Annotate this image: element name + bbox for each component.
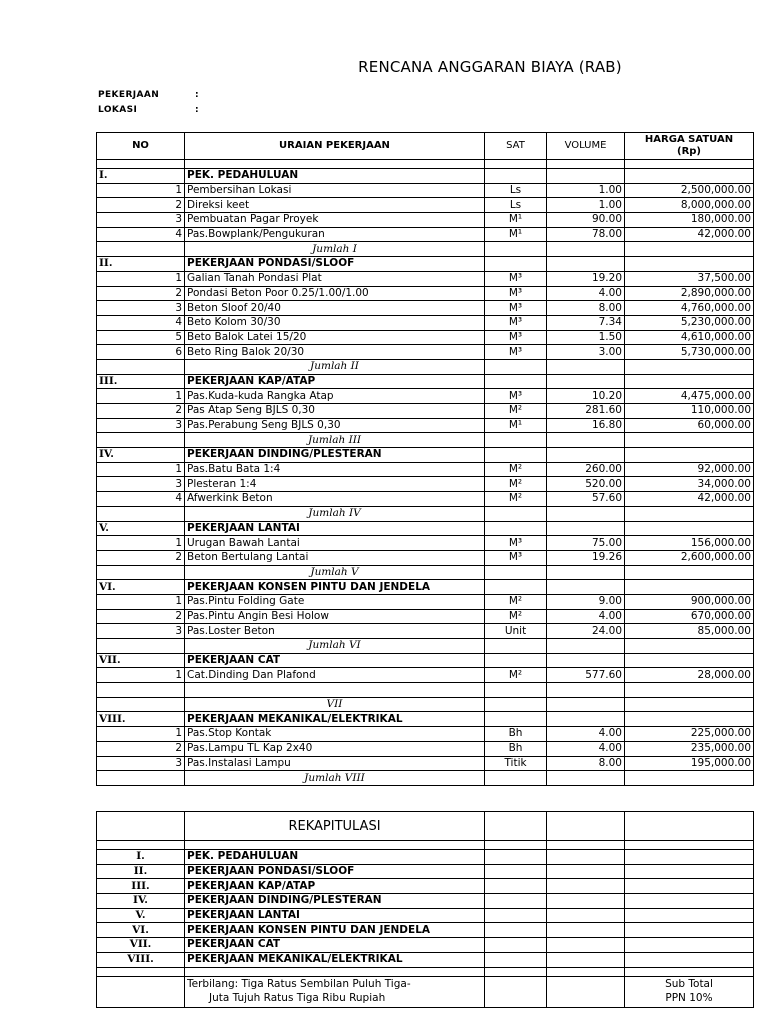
item-unit: M² xyxy=(485,594,547,609)
rekap-item: PEKERJAAN KONSEN PINTU DAN JENDELA xyxy=(185,923,485,938)
item-volume: 16.80 xyxy=(547,418,625,433)
table-row xyxy=(97,227,754,242)
item-volume: 4.00 xyxy=(547,727,625,742)
item-volume: 24.00 xyxy=(547,624,625,639)
item-unit: M¹ xyxy=(485,213,547,228)
section-number: VI. xyxy=(97,580,185,595)
item-unit: M³ xyxy=(485,271,547,286)
item-unit: Ls xyxy=(485,183,547,198)
table-row xyxy=(97,389,754,404)
rekap-item: PEKERJAAN PONDASI/SLOOF xyxy=(185,864,485,879)
section-number: VIII. xyxy=(97,712,185,727)
table-row xyxy=(97,727,754,742)
item-number: 4 xyxy=(97,492,185,507)
rekap-number: I. xyxy=(97,850,185,865)
item-description: Beto Balok Latei 15/20 xyxy=(185,330,485,345)
subtotal-row xyxy=(97,639,754,654)
header-row xyxy=(97,133,754,160)
section-title: PEKERJAAN KONSEN PINTU DAN JENDELA xyxy=(185,580,485,595)
rekap-row xyxy=(97,864,754,879)
table-row xyxy=(97,183,754,198)
table-row xyxy=(97,609,754,624)
rekap-item: PEKERJAAN MEKANIKAL/ELEKTRIKAL xyxy=(185,952,485,967)
item-description: Pas.Instalasi Lampu xyxy=(185,756,485,771)
pekerjaan-line xyxy=(98,90,199,100)
blank-row xyxy=(97,683,754,698)
rekap-item: PEK. PEDAHULUAN xyxy=(185,850,485,865)
table-row xyxy=(97,668,754,683)
item-description: Afwerkink Beton xyxy=(185,492,485,507)
rekap-item: PEKERJAAN DINDING/PLESTERAN xyxy=(185,894,485,909)
item-number: 2 xyxy=(97,198,185,213)
item-volume: 78.00 xyxy=(547,227,625,242)
item-unit: Bh xyxy=(485,727,547,742)
table-row xyxy=(97,345,754,360)
item-number: 3 xyxy=(97,477,185,492)
item-volume: 8.00 xyxy=(547,756,625,771)
section-title: PEK. PEDAHULUAN xyxy=(185,169,485,184)
item-volume: 57.60 xyxy=(547,492,625,507)
rekap-title: REKAPITULASI xyxy=(185,812,485,841)
item-number: 4 xyxy=(97,315,185,330)
rekap-row xyxy=(97,938,754,953)
item-number: 5 xyxy=(97,330,185,345)
table-row xyxy=(97,477,754,492)
rekap-row xyxy=(97,850,754,865)
rekap-number: VIII. xyxy=(97,952,185,967)
item-volume: 9.00 xyxy=(547,594,625,609)
section-row xyxy=(97,653,754,668)
item-unit: M³ xyxy=(485,301,547,316)
subtotal-label: Jumlah III xyxy=(185,433,485,448)
item-volume: 90.00 xyxy=(547,213,625,228)
item-unit-price: 900,000.00 xyxy=(625,594,754,609)
subtotal-row xyxy=(97,697,754,712)
item-number: 2 xyxy=(97,550,185,565)
item-volume: 4.00 xyxy=(547,741,625,756)
header-no: NO xyxy=(97,133,185,160)
item-description: Pembersihan Lokasi xyxy=(185,183,485,198)
item-description: Pas.Kuda-kuda Rangka Atap xyxy=(185,389,485,404)
item-unit: Ls xyxy=(485,198,547,213)
terbilang-line2: Juta Tujuh Ratus Tiga Ribu Rupiah xyxy=(209,991,386,1004)
item-unit-price: 42,000.00 xyxy=(625,227,754,242)
item-unit-price: 60,000.00 xyxy=(625,418,754,433)
section-title: PEKERJAAN KAP/ATAP xyxy=(185,374,485,389)
item-volume: 4.00 xyxy=(547,609,625,624)
item-unit: Unit xyxy=(485,624,547,639)
table-row xyxy=(97,418,754,433)
section-number: I. xyxy=(97,169,185,184)
item-description: Pas.Stop Kontak xyxy=(185,727,485,742)
item-unit: Titik xyxy=(485,756,547,771)
item-number: 1 xyxy=(97,536,185,551)
item-volume: 8.00 xyxy=(547,301,625,316)
section-title: PEKERJAAN MEKANIKAL/ELEKTRIKAL xyxy=(185,712,485,727)
item-volume: 577.60 xyxy=(547,668,625,683)
subtotal-label: Jumlah VIII xyxy=(185,771,485,786)
section-number: VII. xyxy=(97,653,185,668)
subtotal-label: Jumlah V xyxy=(185,565,485,580)
item-volume: 1.00 xyxy=(547,183,625,198)
section-number: II. xyxy=(97,257,185,272)
item-unit-price: 34,000.00 xyxy=(625,477,754,492)
item-unit: M³ xyxy=(485,286,547,301)
item-volume: 260.00 xyxy=(547,462,625,477)
item-unit: M² xyxy=(485,668,547,683)
item-description: Pembuatan Pagar Proyek xyxy=(185,213,485,228)
section-row xyxy=(97,169,754,184)
rekap-number: VI. xyxy=(97,923,185,938)
item-volume: 10.20 xyxy=(547,389,625,404)
section-row xyxy=(97,448,754,463)
lokasi-colon: : xyxy=(195,105,199,115)
table-row xyxy=(97,536,754,551)
table-row xyxy=(97,315,754,330)
pekerjaan-label: PEKERJAAN xyxy=(98,90,160,100)
item-unit: M¹ xyxy=(485,418,547,433)
spacer-row xyxy=(97,160,754,169)
subtotal-label: Jumlah VI xyxy=(185,639,485,654)
rekap-row xyxy=(97,908,754,923)
header-harga-line1: HARGA SATUAN xyxy=(644,134,734,145)
subtotal-label: Jumlah I xyxy=(185,242,485,257)
table-row xyxy=(97,198,754,213)
document-title: RENCANA ANGGARAN BIAYA (RAB) xyxy=(358,58,622,76)
subtotal-row xyxy=(97,242,754,257)
item-unit-price: 156,000.00 xyxy=(625,536,754,551)
table-row xyxy=(97,286,754,301)
item-description: Beto Kolom 30/30 xyxy=(185,315,485,330)
item-volume: 75.00 xyxy=(547,536,625,551)
table-row xyxy=(97,271,754,286)
section-row xyxy=(97,257,754,272)
item-volume: 4.00 xyxy=(547,286,625,301)
table-row xyxy=(97,330,754,345)
item-unit-price: 5,730,000.00 xyxy=(625,345,754,360)
item-number: 3 xyxy=(97,756,185,771)
section-row xyxy=(97,374,754,389)
item-number: 2 xyxy=(97,404,185,419)
item-volume: 281.60 xyxy=(547,404,625,419)
table-row xyxy=(97,756,754,771)
item-volume: 1.00 xyxy=(547,198,625,213)
item-unit: M³ xyxy=(485,330,547,345)
item-unit-price: 670,000.00 xyxy=(625,609,754,624)
subtotal-label: Jumlah IV xyxy=(185,506,485,521)
item-volume: 3.00 xyxy=(547,345,625,360)
item-unit-price: 2,500,000.00 xyxy=(625,183,754,198)
item-volume: 19.26 xyxy=(547,550,625,565)
table-row xyxy=(97,213,754,228)
lokasi-label: LOKASI xyxy=(98,105,138,115)
item-description: Galian Tanah Pondasi Plat xyxy=(185,271,485,286)
section-title: PEKERJAAN PONDASI/SLOOF xyxy=(185,257,485,272)
subtotal-row xyxy=(97,433,754,448)
rekap-item: PEKERJAAN KAP/ATAP xyxy=(185,879,485,894)
rekap-title-row xyxy=(97,812,754,841)
item-unit: M³ xyxy=(485,536,547,551)
section-row xyxy=(97,580,754,595)
terbilang-row xyxy=(97,976,754,1007)
rekap-row xyxy=(97,923,754,938)
item-unit-price: 4,760,000.00 xyxy=(625,301,754,316)
item-description: Pondasi Beton Poor 0.25/1.00/1.00 xyxy=(185,286,485,301)
item-number: 3 xyxy=(97,213,185,228)
item-number: 2 xyxy=(97,741,185,756)
table-row xyxy=(97,301,754,316)
ppn-label: PPN 10% xyxy=(665,991,713,1004)
rekap-item: PEKERJAAN CAT xyxy=(185,938,485,953)
item-description: Pas.Loster Beton xyxy=(185,624,485,639)
item-volume: 7.34 xyxy=(547,315,625,330)
spacer-row xyxy=(97,841,754,850)
item-number: 1 xyxy=(97,271,185,286)
item-description: Cat.Dinding Dan Plafond xyxy=(185,668,485,683)
rekap-row xyxy=(97,952,754,967)
section-title: PEKERJAAN CAT xyxy=(185,653,485,668)
section-title: PEKERJAAN DINDING/PLESTERAN xyxy=(185,448,485,463)
item-number: 1 xyxy=(97,668,185,683)
item-unit-price: 180,000.00 xyxy=(625,213,754,228)
rekap-number: III. xyxy=(97,879,185,894)
item-unit: M² xyxy=(485,404,547,419)
section-number: V. xyxy=(97,521,185,536)
item-number: 3 xyxy=(97,624,185,639)
item-number: 1 xyxy=(97,462,185,477)
item-description: Pas.Batu Bata 1:4 xyxy=(185,462,485,477)
section-row xyxy=(97,521,754,536)
item-unit: M³ xyxy=(485,345,547,360)
item-volume: 19.20 xyxy=(547,271,625,286)
section-number: IV. xyxy=(97,448,185,463)
item-description: Pas.Bowplank/Pengukuran xyxy=(185,227,485,242)
item-unit-price: 4,475,000.00 xyxy=(625,389,754,404)
item-description: Pas.Lampu TL Kap 2x40 xyxy=(185,741,485,756)
subtotal-row xyxy=(97,506,754,521)
section-row xyxy=(97,712,754,727)
section-number: III. xyxy=(97,374,185,389)
item-number: 1 xyxy=(97,183,185,198)
rekap-item: PEKERJAAN LANTAI xyxy=(185,908,485,923)
item-number: 3 xyxy=(97,418,185,433)
item-unit: M¹ xyxy=(485,227,547,242)
table-row xyxy=(97,462,754,477)
item-unit: M² xyxy=(485,462,547,477)
header-volume: VOLUME xyxy=(547,133,625,160)
item-description: Beton Bertulang Lantai xyxy=(185,550,485,565)
subtotal-row xyxy=(97,565,754,580)
item-description: Beto Ring Balok 20/30 xyxy=(185,345,485,360)
rab-table xyxy=(96,132,754,786)
item-unit-price: 28,000.00 xyxy=(625,668,754,683)
item-unit: M³ xyxy=(485,550,547,565)
spacer-row xyxy=(97,967,754,976)
subtotal-label: Sub Total xyxy=(665,977,713,990)
item-unit: M² xyxy=(485,477,547,492)
table-row xyxy=(97,550,754,565)
item-description: Beton Sloof 20/40 xyxy=(185,301,485,316)
item-unit-price: 4,610,000.00 xyxy=(625,330,754,345)
terbilang-cell xyxy=(185,976,485,1007)
rab-table-body xyxy=(97,160,754,786)
lokasi-line xyxy=(98,105,199,115)
rekap-number: V. xyxy=(97,908,185,923)
item-number: 1 xyxy=(97,389,185,404)
item-number: 3 xyxy=(97,301,185,316)
item-number: 1 xyxy=(97,727,185,742)
item-number: 4 xyxy=(97,227,185,242)
item-description: Urugan Bawah Lantai xyxy=(185,536,485,551)
item-unit-price: 235,000.00 xyxy=(625,741,754,756)
item-number: 1 xyxy=(97,594,185,609)
table-row xyxy=(97,492,754,507)
header-harga-satuan xyxy=(625,133,754,160)
item-description: Pas.Pintu Folding Gate xyxy=(185,594,485,609)
item-unit-price: 37,500.00 xyxy=(625,271,754,286)
item-unit-price: 2,600,000.00 xyxy=(625,550,754,565)
item-unit-price: 110,000.00 xyxy=(625,404,754,419)
rekap-row xyxy=(97,894,754,909)
item-unit-price: 225,000.00 xyxy=(625,727,754,742)
totals-cell xyxy=(625,976,754,1007)
rekap-number: II. xyxy=(97,864,185,879)
item-number: 6 xyxy=(97,345,185,360)
item-unit-price: 8,000,000.00 xyxy=(625,198,754,213)
subtotal-row xyxy=(97,771,754,786)
item-description: Pas.Perabung Seng BJLS 0,30 xyxy=(185,418,485,433)
item-unit: M³ xyxy=(485,389,547,404)
table-row xyxy=(97,624,754,639)
item-description: Pas Atap Seng BJLS 0,30 xyxy=(185,404,485,419)
subtotal-label: Jumlah II xyxy=(185,359,485,374)
rekap-row xyxy=(97,879,754,894)
rekapitulasi-table xyxy=(96,811,754,1008)
item-number: 2 xyxy=(97,609,185,624)
item-description: Direksi keet xyxy=(185,198,485,213)
rekap-number: IV. xyxy=(97,894,185,909)
item-unit-price: 92,000.00 xyxy=(625,462,754,477)
table-row xyxy=(97,741,754,756)
item-volume: 1.50 xyxy=(547,330,625,345)
table-row xyxy=(97,594,754,609)
item-unit-price: 195,000.00 xyxy=(625,756,754,771)
rekap-number: VII. xyxy=(97,938,185,953)
item-unit-price: 85,000.00 xyxy=(625,624,754,639)
item-description: Pas.Pintu Angin Besi Holow xyxy=(185,609,485,624)
item-unit: M² xyxy=(485,609,547,624)
item-unit-price: 5,230,000.00 xyxy=(625,315,754,330)
subtotal-label: VII xyxy=(185,697,485,712)
header-uraian: URAIAN PEKERJAAN xyxy=(185,133,485,160)
pekerjaan-colon: : xyxy=(195,90,199,100)
item-volume: 520.00 xyxy=(547,477,625,492)
item-number: 2 xyxy=(97,286,185,301)
item-unit-price: 42,000.00 xyxy=(625,492,754,507)
header-harga-line2: (Rp) xyxy=(677,146,701,157)
item-description: Plesteran 1:4 xyxy=(185,477,485,492)
terbilang-line1: Terbilang: Tiga Ratus Sembilan Puluh Tiga- xyxy=(187,977,411,990)
item-unit-price: 2,890,000.00 xyxy=(625,286,754,301)
section-title: PEKERJAAN LANTAI xyxy=(185,521,485,536)
table-row xyxy=(97,404,754,419)
item-unit: Bh xyxy=(485,741,547,756)
subtotal-row xyxy=(97,359,754,374)
item-unit: M² xyxy=(485,492,547,507)
header-sat: SAT xyxy=(485,133,547,160)
item-unit: M³ xyxy=(485,315,547,330)
